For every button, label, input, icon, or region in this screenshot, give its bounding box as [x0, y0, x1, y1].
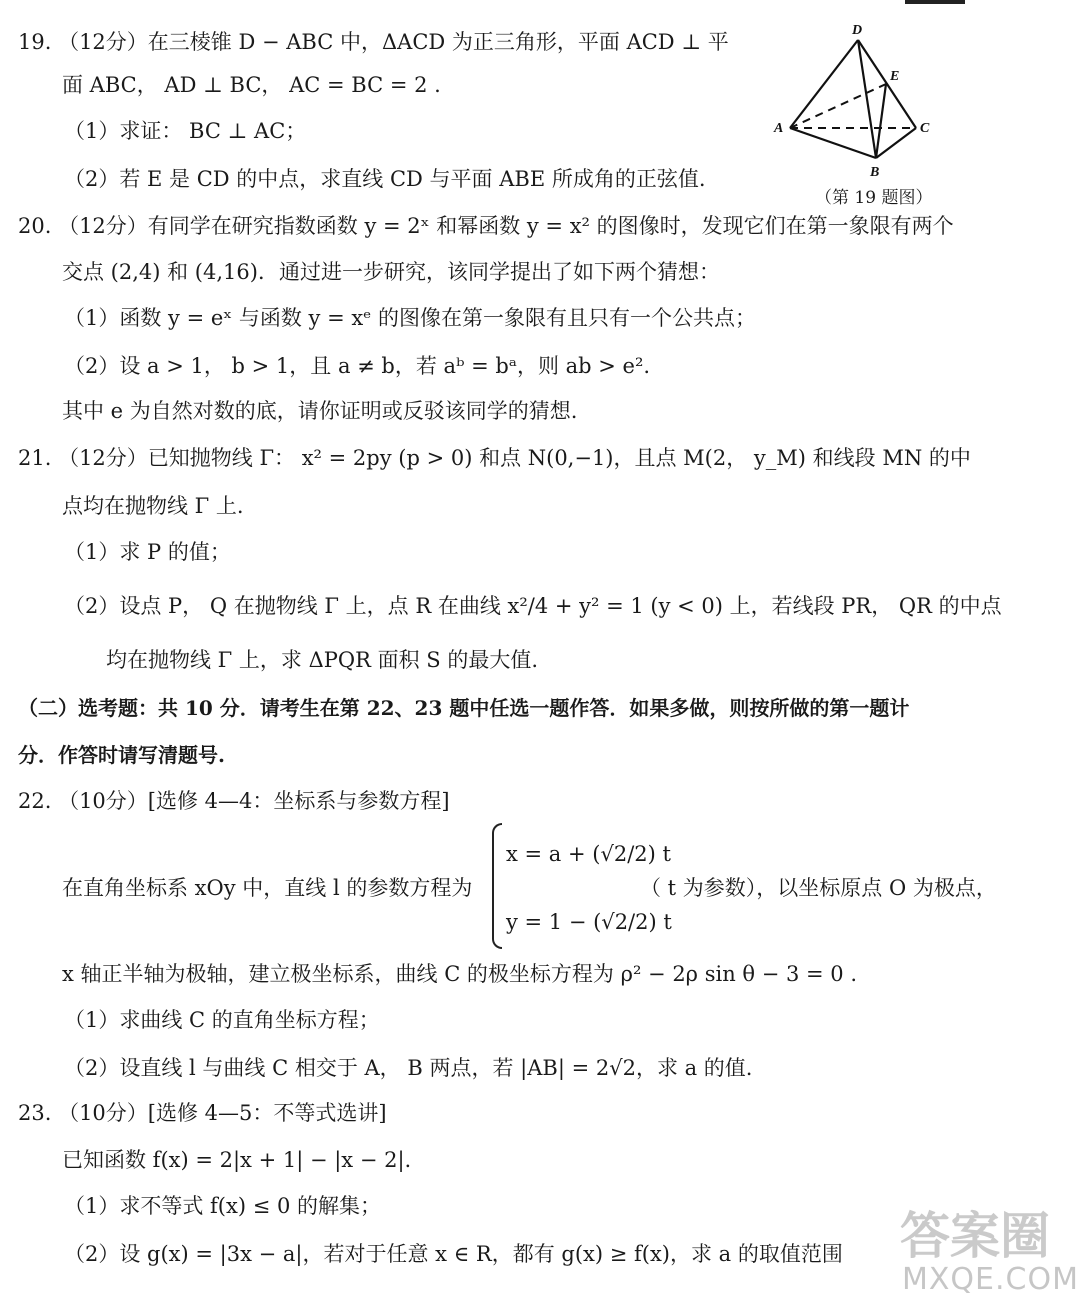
section2-line2: 分．作答时请写清题号. [18, 743, 225, 767]
label-A: A [774, 121, 784, 136]
q20-line1: 20. （12分）有同学在研究指数函数 y = 2ˣ 和幂函数 y = x² 的图像时，发现它们在第一象限有两个 [18, 214, 954, 238]
label-D: D [852, 23, 863, 38]
label-E: E [890, 69, 900, 84]
q23-part2: （2）设 g(x) = |3x − a|，若对于任意 x ∈ R，都有 g(x) ≥ f(x)，求 a 的取值范围 [64, 1242, 843, 1266]
q23-part1: （1）求不等式 f(x) ≤ 0 的解集； [64, 1194, 382, 1218]
q20-part2: （2）设 a > 1， b > 1，且 a ≠ b，若 aᵇ = bᵃ，则 ab > e². [64, 354, 651, 378]
q20-line2: 交点 (2,4) 和 (4,16)．通过进一步研究，该同学提出了如下两个猜想： [62, 260, 720, 284]
edge-DB [858, 40, 876, 158]
label-B: B [870, 165, 880, 180]
tetrahedron-figure [768, 18, 968, 208]
top-edge-bar [905, 0, 965, 4]
q22-part2: （2）设直线 l 与曲线 C 相交于 A， B 两点，若 |AB| = 2√2，求 a 的值. [64, 1056, 753, 1080]
watermark-logo: 答案圈 [900, 1207, 1050, 1265]
q19-part1: （1）求证： BC ⊥ AC； [64, 119, 307, 143]
q19-line2: 面 ABC， AD ⊥ BC， AC = BC = 2 . [62, 73, 441, 97]
equation-brace [492, 823, 502, 949]
q21-line2: 点均在抛物线 Γ 上. [62, 494, 244, 518]
q21-part1: （1）求 P 的值； [64, 540, 231, 564]
edge-CB [876, 128, 916, 158]
label-C: C [920, 121, 930, 136]
q23-line1: 23. （10分）[选修 4—5：不等式选讲] [18, 1101, 387, 1125]
q22-line1: 22. （10分）[选修 4—4：坐标系与参数方程] [18, 789, 450, 813]
edge-AB [790, 128, 876, 158]
q21-part2b: 均在抛物线 Γ 上，求 ΔPQR 面积 S 的最大值. [106, 648, 539, 672]
q23-line2: 已知函数 f(x) = 2|x + 1| − |x − 2|. [62, 1148, 412, 1172]
q22-eq2: y = 1 − (√2/2) t [506, 910, 672, 934]
tetrahedron-diagram [768, 18, 968, 208]
edge-DC [858, 40, 916, 128]
q22-line3: x 轴正半轴为极轴，建立极坐标系，曲线 C 的极坐标方程为 ρ² − 2ρ sin θ − 3 = 0 . [62, 962, 858, 986]
q20-line3: 其中 e 为自然对数的底，请你证明或反驳该同学的猜想. [62, 399, 578, 423]
q22-line2a: 在直角坐标系 xOy 中，直线 l 的参数方程为 [62, 876, 473, 900]
figure-caption: （第 19 题图） [815, 188, 933, 208]
q20-part1: （1）函数 y = eˣ 与函数 y = xᵉ 的图像在第一象限有且只有一个公共点； [64, 306, 756, 330]
edge-EB [876, 84, 886, 158]
q19-part2: （2）若 E 是 CD 的中点，求直线 CD 与平面 ABE 所成角的正弦值. [64, 167, 706, 191]
edge-DA [790, 40, 858, 128]
edge-AE-hidden [790, 84, 886, 128]
q22-eq1: x = a + (√2/2) t [506, 842, 671, 866]
section2-line1: （二）选考题：共 10 分．请考生在第 22、23 题中任选一题作答．如果多做，则按所做的第一题计 [18, 696, 910, 720]
q19-line1: 19. （12分）在三棱锥 D − ABC 中，ΔACD 为正三角形，平面 ACD ⊥ 平 [18, 30, 729, 54]
q22-part1: （1）求曲线 C 的直角坐标方程； [64, 1008, 380, 1032]
q21-line1: 21. （12分）已知抛物线 Γ： x² = 2py (p > 0) 和点 N(0,−1)，且点 M(2， y_M) 和线段 MN 的中 [18, 446, 971, 470]
q22-line2b: （ t 为参数），以坐标原点 O 为极点， [640, 876, 997, 900]
watermark-url: MXQE.COM [902, 1262, 1079, 1297]
q21-part2: （2）设点 P， Q 在抛物线 Γ 上，点 R 在曲线 x²/4 + y² = 1 (y < 0) 上，若线段 PR， QR 的中点 [64, 594, 1002, 618]
